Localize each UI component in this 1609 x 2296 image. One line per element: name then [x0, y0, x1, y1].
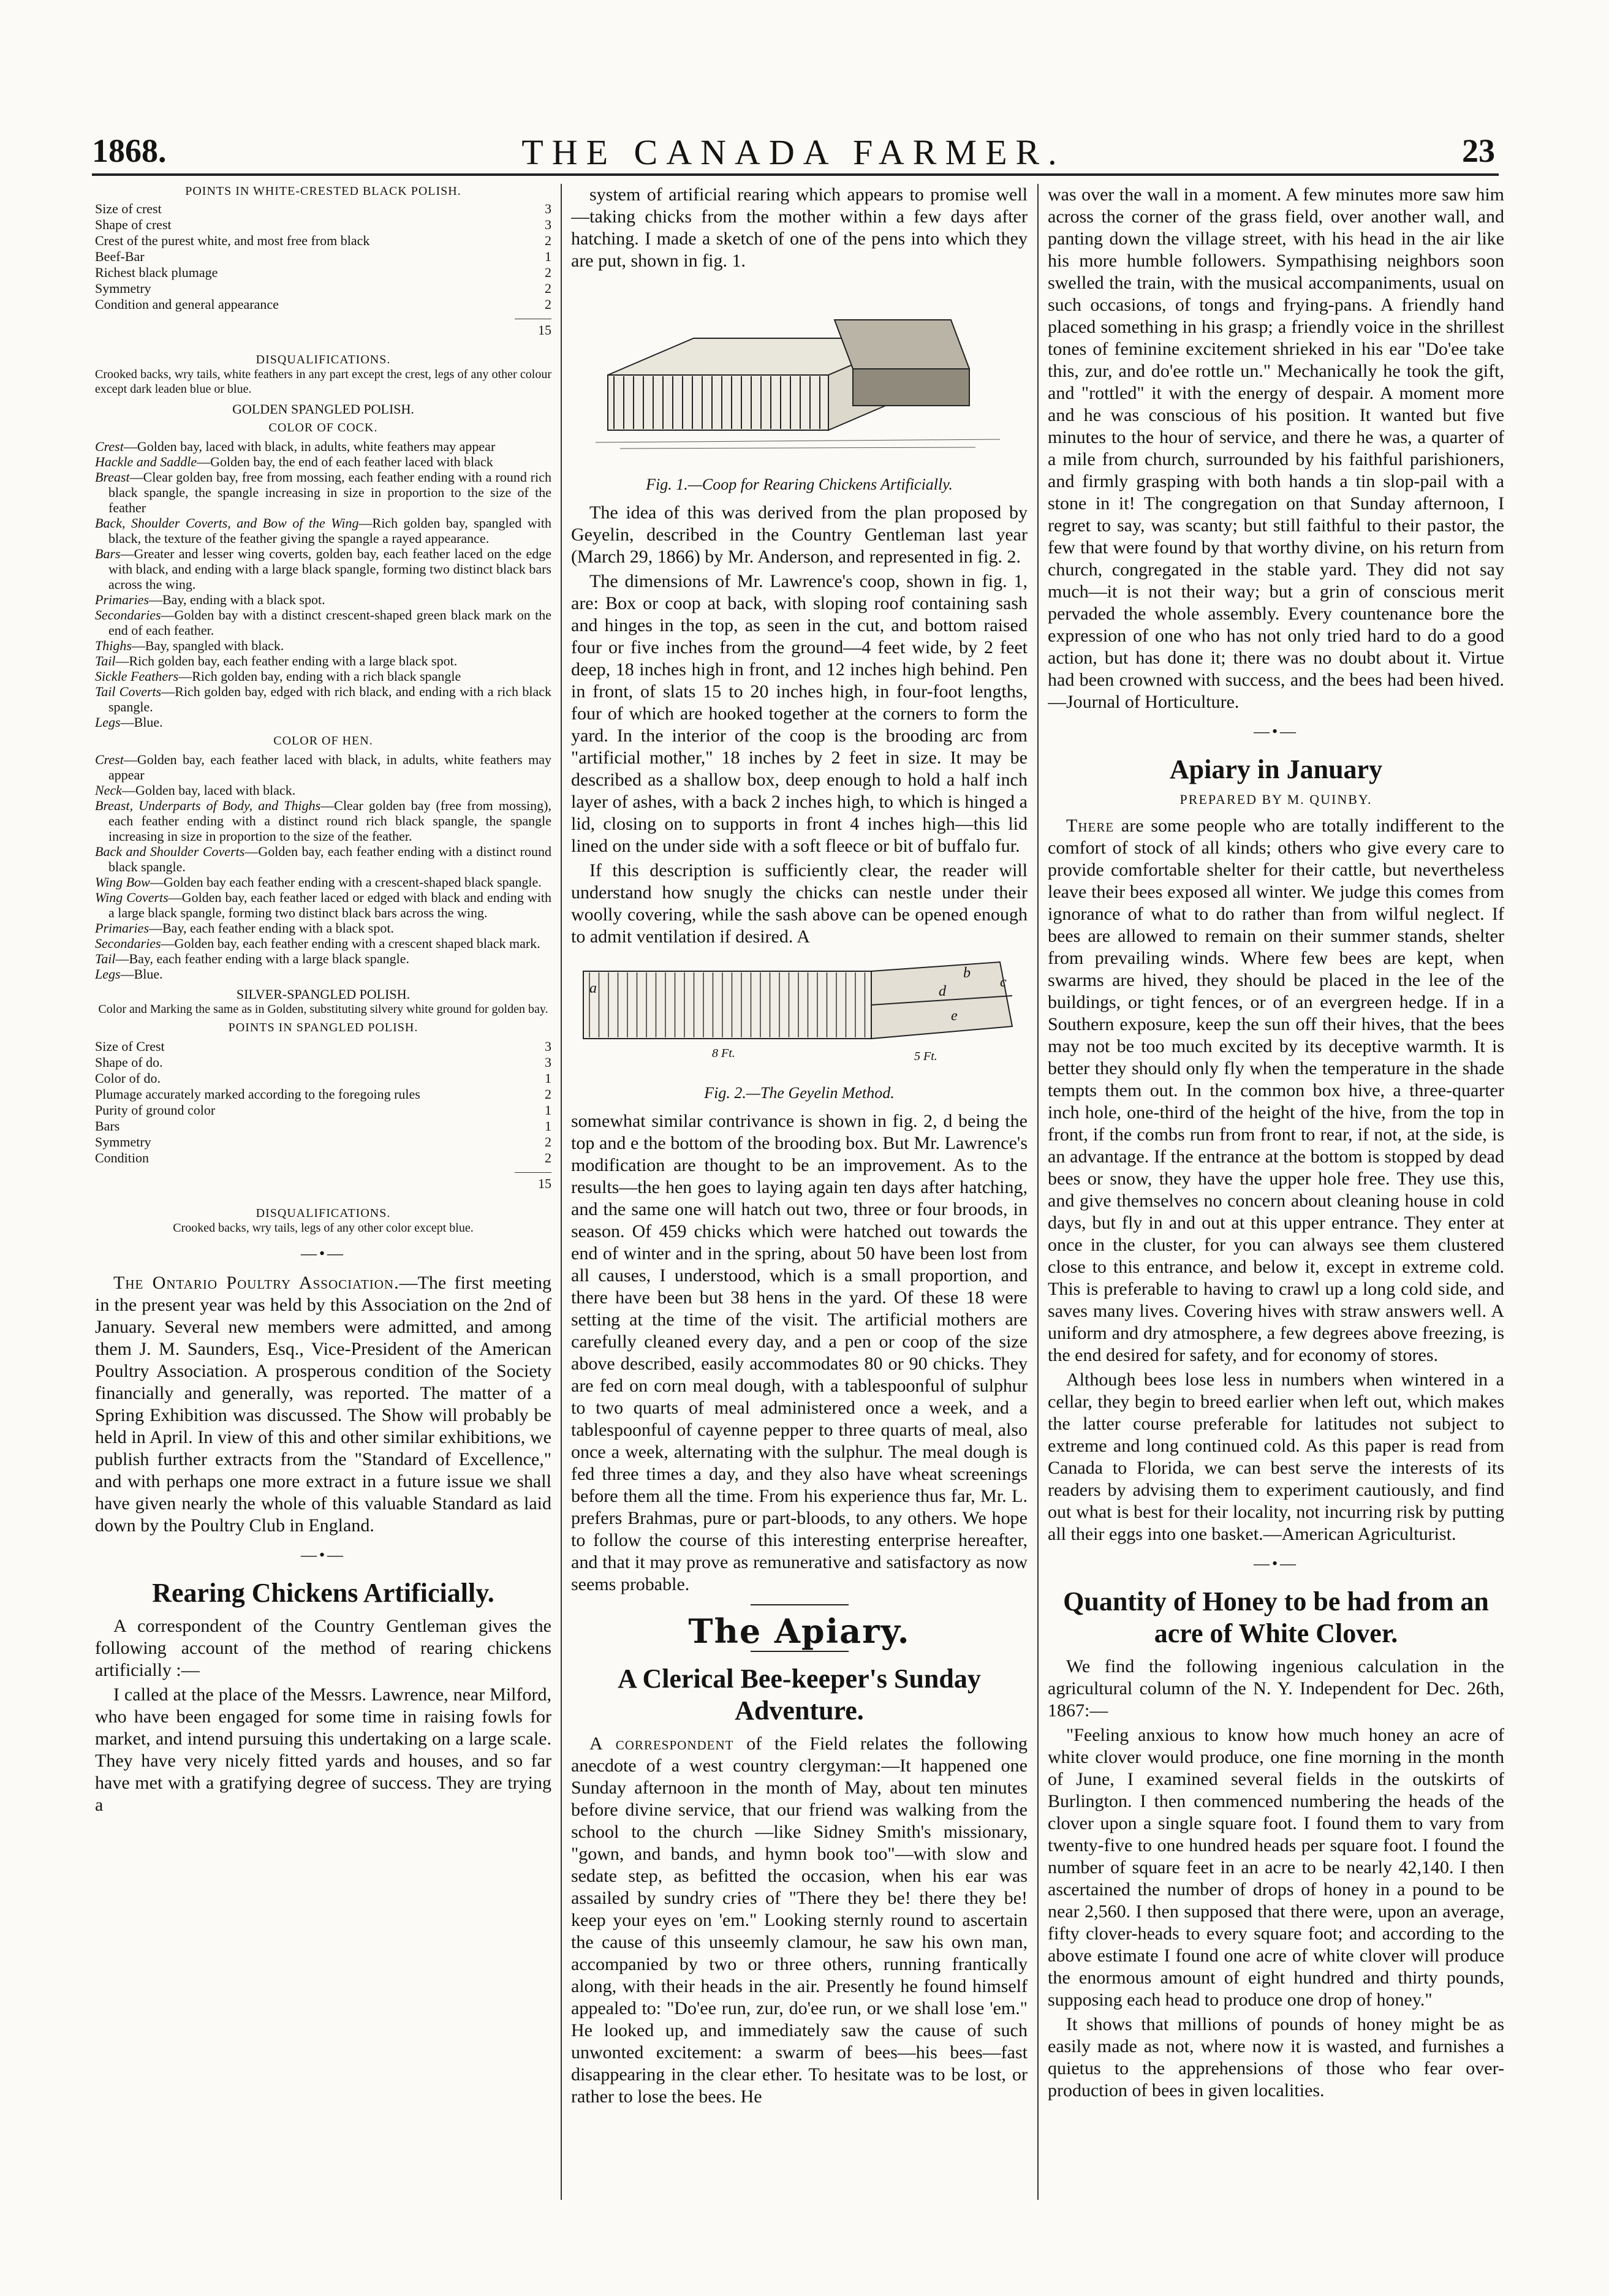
geyelin-paragraph: somewhat similar contrivance is shown in fig. 2, d being the top and e the bottom of the brooding box. But Mr. Lawrence's modification are thought to be an improvement. As to the results—the hen goes to laying again ten days after hatching, and the same one will hatch out two, three or four broods, in season. Of 459 chicks which were hatched out towards the end of winter and in the spring, about 50 have been lost from all causes, I understood, which is a small proportion, and there have been but 38 hens in the yard. Of these 18 were setting at the time of the visit. The artificial mothers are carefully cleaned every day, and a pen or coop of the size above described, easily accommodates 80 or 90 chicks. They are fed on corn meal dough, with a tablespoonful of sulphur to two quarts of meal administered once a week, and a tablespoonful of cayenne pepper to three quarts of meal, also once a week, alternating with the sulphur. The meal dough is fed three times a day, and they also have wheat screenings before them all the time. From his experience thus far, Mr. L. prefers Brahmas, pure or part-bloods, to any others. We hope to follow the course of this interesting enterprise hereafter, and that it may prove as remunerative and satisfactory as now seems probable. — [571, 1111, 1028, 1594]
fig2-label-c: c — [1000, 974, 1007, 990]
points-row — [95, 297, 551, 313]
fig2-label-5ft: 5 Ft. — [914, 1050, 937, 1063]
points-row — [95, 1134, 551, 1150]
color-entry-desc: —Golden bay with a distinct crescent-shaped green black mark on the end of each feather. — [108, 607, 551, 638]
apiary-heading: The Apiary. — [688, 1612, 911, 1651]
color-entry-desc: —Rich golden bay, ending with a rich black spangle — [178, 669, 461, 684]
points-row — [95, 265, 551, 281]
color-entry-desc: —Blue. — [120, 966, 163, 982]
color-entry — [95, 592, 551, 607]
color-entry-desc: —Clear golden bay (free from mossing), each feather ending with a distinct round rich black spangle, the spangle increasing in size in proportion to the size of the feather. — [108, 798, 551, 844]
points-row — [95, 1039, 551, 1055]
points-value: 2 — [545, 1086, 551, 1102]
golden-title: GOLDEN SPANGLED POLISH. — [232, 401, 414, 417]
color-entry-term: Thighs — [95, 638, 132, 653]
color-entry-desc: —Golden bay, laced with black, in adults, white feathers may appear — [123, 439, 496, 454]
color-entry — [95, 951, 551, 966]
color-entry-term: Wing Bow — [95, 874, 150, 890]
color-entry-desc: —Bay, spangled with black. — [131, 638, 284, 653]
color-entry — [95, 515, 551, 546]
january-text: are some people who are totally indifferent to the comfort of stock of all kinds; others who give every care to provide comfortable shelter for their cattle, but nevertheless leave their bees exposed all winter. We judge this comes from ignorance of what to do rather than from wilful neglect. If bees are allowed to remain on their summer stands, shelter from prevailing winds. Where few bees are kept, when swarms are hived, they should be placed in the lee of the buildings, or tight fences, or of an evergreen hedge. If in a Southern exposure, keep the sun off their hives, that the bees may not be too much excited by its deceptive warmth. It is better they should only fly when the temperature in the shade tempts them out. In the common box hive, a three-quarter inch hole, one-third of the height of the hive, from the top in front, if the combs run from front to rear, if not, at the side, is an advantage. If the entrance at the bottom is stopped by dead bees or snow, they have the upper hole free. They use this, and give themselves no concern about cleaning house in cold days, but fly in and out at this upper entrance. They enter at once in the cluster, for you can always see them clustered close to this entrance, and below it, except in extreme cold. This is preferable to having to crawl up a long cold side, and saves many lives. Covering hives with straw answers well. A uniform and dry atmosphere, a few degrees above freezing, is the end desired for safety, and for economy of stores. — [1048, 816, 1504, 1365]
points-value: 1 — [545, 249, 551, 264]
points-row — [95, 233, 551, 249]
honey-paragraph-1: We find the following ingenious calculation in the agricultural column of the N. Y. Independent for Dec. 26th, 1867:— — [1048, 1656, 1504, 1721]
points-total: 15 — [515, 319, 551, 341]
color-entry-desc: —Golden bay, each feather ending with a crescent shaped black mark. — [161, 936, 540, 951]
points-value: 3 — [545, 1039, 551, 1054]
page-header — [92, 126, 1495, 172]
points-value: 2 — [545, 233, 551, 248]
points-title: POINTS IN WHITE-CRESTED BLACK POLISH. — [185, 184, 461, 198]
points-value: 2 — [545, 1150, 551, 1165]
header-title: THE CANADA FARMER. — [521, 132, 1066, 172]
rearing-paragraph-1: A correspondent of the Country Gentleman gives the following account of the method of rearing chickens artificially :— — [95, 1616, 551, 1680]
color-entry-desc: —Blue. — [120, 714, 163, 730]
points-value: 1 — [545, 1102, 551, 1118]
color-entry-term: Primaries — [95, 920, 149, 936]
silver-points-table — [95, 1039, 551, 1166]
color-entry-term: Crest — [95, 752, 124, 767]
color-entry — [95, 714, 551, 730]
points-label: Shape of crest — [95, 217, 172, 232]
color-entry-desc: —Bay, ending with a black spot. — [149, 592, 325, 607]
ontario-text: —The first meeting in the present year was held by this Association on the 2nd of January. Several new members were admitted, and among them J. M. Saunders, Esq., Vice-President of the American Poultry Association. A prosperous condition of the Society financially and generally, was reported. The matter of a Spring Exhibition was discussed. The Show will probably be held in April. In view of this and other similar exhibitions, we publish further extracts from the "Standard of Excellence," and with perhaps one more extract in a future issue we shall have given nearly the whole of this valuable Standard as laid down by the Poultry Club in England. — [95, 1273, 551, 1536]
color-entry-term: Back, Shoulder Coverts, and Bow of the Wing — [95, 515, 359, 531]
color-entry-term: Secondaries — [95, 936, 161, 951]
points-value: 2 — [545, 281, 551, 296]
coop-paragraph-2: The dimensions of Mr. Lawrence's coop, shown in fig. 1, are: Box or coop at back, with sloping roof containing sash and hinges in the top, as seen in the cut, and bottom raised four or five inches from the ground—4 feet wide, by 2 feet deep, 18 inches high in front, and 12 inches high behind. Pen in front, of slats 15 to 20 inches high, in four-foot lengths, four of which are hooked together at the corners to form the yard. In the interior of the coop is the brooding arc from "artificial mother," 18 inches by 2 feet in size. It may be described as a shallow box, deep enough to hold a half inch layer of ashes, with a back 2 inches high, to which is hinged a lid, closing on to supports in front 4 inches high—this lid lined on the under side with a soft fleece or bit of buffalo fur. — [571, 571, 1028, 856]
january-paragraph-2: Although bees lose less in numbers when wintered in a cellar, they begin to breed earlier when left out, which makes the latter course preferable for latitudes not subject to extreme and long continued cold. As this paper is read from Canada to Florida, we can best serve the interests of its readers by advising them to experiment cautiously, and find out what is best for their locality, not incurring risk by putting all their eggs into one basket.—American Agriculturist. — [1048, 1370, 1504, 1544]
color-entry-desc: —Rich golden bay, spangled with black, the texture of the feather giving the spangle a rayed appearance. — [108, 515, 551, 546]
fig2-label-d: d — [939, 983, 946, 999]
color-entry-term: Crest — [95, 439, 124, 454]
color-entry-term: Wing Coverts — [95, 890, 168, 905]
color-entry-term: Tail — [95, 653, 116, 669]
points-label: Symmetry — [95, 281, 151, 296]
points-row — [95, 281, 551, 297]
section-rule — [751, 1604, 849, 1605]
honey-paragraph-3: It shows that millions of pounds of honey might be as easily made as not, where now it is wasted, and furnishes a quietus to the apprehensions of those who fear over-production of bees in given localities. — [1048, 2014, 1504, 2101]
points-label: Purity of ground color — [95, 1102, 216, 1118]
fig2-label-a: a — [589, 980, 597, 996]
ontario-paragraph — [95, 1272, 551, 1537]
color-entry-term: Hackle and Saddle — [95, 454, 197, 469]
clerical-continued: was over the wall in a moment. A few minutes more saw him across the corner of the grass field, over another wall, and panting down the village street, with his head in the air like his more humble followers. Sympathising neighbors soon swelled the train, with the musical accompaniments, usual on such occasions, of tongs and frying-pans. A friendly hand placed something in his grasp; a friendly voice in the shrillest tones of feminine excitement shrieked in his ear "Do'ee take this, zur, and do'ee rottle un." Mechanically he took the gift, and "rottled" it with the energy of despair. A moment more and he was conscious of his position. It wanted but five minutes to the hour of service, and there he was, a quarter of a mile from church, surrounded by his faithful parishioners, and firmly grasping with both hands a tin slop-pail with a stone in it! The congregation on that Sunday afternoon, I regret to say, was scanty; but still faithful to their pastor, the few that were found by that worthy divine, on his return from church, congregated in the stable yard. They did not say much—it is not their way; but a grin of conscious merit pervaded the whole assembly. Every countenance bore the expression of one who has not only tried hard to do a good action, but has done it; there was no doubt about it. Virtue had been crowned with success, and the bees had been hived.—Journal of Horticulture. — [1048, 184, 1504, 712]
section-divider: —•— — [1253, 722, 1299, 740]
header-rule — [92, 173, 1499, 176]
points-row — [95, 1102, 551, 1118]
column-divider — [561, 184, 562, 2200]
january-lead: There — [1066, 816, 1115, 836]
january-title: Apiary in January — [1169, 754, 1383, 784]
points-row — [95, 1150, 551, 1166]
disqualifications-text-2: Crooked backs, wry tails, legs of any other color except blue. — [173, 1221, 474, 1235]
disqualifications-title-2: DISQUALIFICATIONS. — [256, 1207, 391, 1220]
hen-title: COLOR OF HEN. — [273, 734, 373, 748]
points-row — [95, 1118, 551, 1134]
cock-entries — [95, 439, 551, 730]
rearing-paragraph-2: I called at the place of the Messrs. Lawrence, near Milford, who have been engaged for some time in raising fowls for market, and intend pursuing this undertaking on a large scale. They have very nicely fitted yards and houses, and so far have met with a gratifying degree of success. They are trying a — [95, 1684, 551, 1815]
clerical-lead: A correspondent — [589, 1733, 734, 1754]
points-value: 2 — [545, 1134, 551, 1150]
points-row — [95, 1070, 551, 1086]
points-label: Richest black plumage — [95, 265, 218, 280]
fig2-label-e: e — [951, 1008, 958, 1024]
header-page-number: 23 — [1462, 132, 1495, 169]
points-label: Beef-Bar — [95, 249, 145, 264]
rearing-paragraph-3: system of artificial rearing which appears to promise well—taking chicks from the mother within a few days after hatching. I made a sketch of one of the pens into which they are put, shown in fig. 1. — [571, 184, 1028, 271]
points-label: Size of crest — [95, 201, 162, 216]
clerical-text: of the Field relates the following anecdote of a west country clergyman:—It happened one Sunday afternoon in the month of May, about ten minutes before divine service, that our friend was walking from the school to the church —like Sidney Smith's missionary, "gown, and bands, and hymn book too"—with slow and sedate step, as befitted the occasion, when his ear was assailed by sundry cries of "There they be! there they be! keep your eyes on 'em." Looking sternly round to ascertain the cause of this unseemly clamour, he saw his own man, accompanied by two or three others, running frantically along, with their heads in the air. Presently he found himself appealed to: "Do'ee run, zur, do'ee run, or we shall lose 'em." He looked up, and immediately saw the cause of such unwonted excitement: a swarm of bees—his bees—fast disappearing in the clear ether. To hesitate was to be lost, or rather to lose the bees. He — [571, 1733, 1028, 2107]
color-entry — [95, 638, 551, 653]
color-entry-term: Primaries — [95, 592, 149, 607]
color-entry-desc: —Clear golden bay, free from mossing, each feather ending with a round rich black spangle, the spangle increasing in size in proportion to the size of the feather — [108, 469, 551, 515]
column-3 — [1048, 184, 1504, 2206]
color-entry-term: Breast — [95, 469, 130, 485]
color-entry — [95, 874, 551, 890]
points-value: 2 — [545, 265, 551, 280]
color-entry — [95, 798, 551, 844]
hen-entries — [95, 752, 551, 982]
silver-points-title: POINTS IN SPANGLED POLISH. — [228, 1021, 418, 1034]
points-label: Symmetry — [95, 1134, 151, 1150]
color-entry — [95, 546, 551, 592]
section-divider: —•— — [1253, 1555, 1299, 1572]
color-entry — [95, 936, 551, 951]
color-entry — [95, 966, 551, 982]
disqualifications-title: DISQUALIFICATIONS. — [256, 353, 391, 366]
color-entry-term: Sickle Feathers — [95, 669, 179, 684]
section-rule — [751, 1651, 849, 1652]
points-label: Color of do. — [95, 1070, 161, 1086]
color-entry-term: Neck — [95, 782, 122, 798]
january-paragraph-1 — [1048, 815, 1504, 1366]
color-entry — [95, 890, 551, 920]
color-entry-desc: —Golden bay, each feather ending with a distinct round black spangle. — [108, 844, 551, 874]
color-entry — [95, 782, 551, 798]
color-entry-term: Secondaries — [95, 607, 161, 623]
points-label: Condition and general appearance — [95, 297, 279, 312]
cock-title: COLOR OF COCK. — [268, 421, 378, 434]
points-row — [95, 217, 551, 233]
clerical-title: A Clerical Bee-keeper's Sunday Adventure. — [618, 1664, 981, 1726]
points-value: 3 — [545, 1055, 551, 1070]
silver-title: SILVER-SPANGLED POLISH. — [236, 987, 411, 1002]
color-entry — [95, 920, 551, 936]
color-entry-desc: —Rich golden bay, each feather ending with a large black spot. — [115, 653, 458, 669]
points-value: 1 — [545, 1118, 551, 1134]
geyelin-illustration — [571, 959, 1028, 1069]
points-label: Bars — [95, 1118, 120, 1134]
points-label: Plumage accurately marked according to the foregoing rules — [95, 1086, 420, 1102]
fig2-label-8ft: 8 Ft. — [712, 1047, 735, 1060]
points-row — [95, 249, 551, 265]
points-label: Size of Crest — [95, 1039, 165, 1054]
column-2 — [571, 184, 1028, 2206]
section-divider: —•— — [300, 1546, 346, 1564]
points-value: 1 — [545, 1070, 551, 1086]
color-entry-desc: —Bay, each feather ending with a black spot. — [149, 920, 394, 936]
color-entry-term: Breast, Underparts of Body, and Thighs — [95, 798, 321, 813]
january-byline: PREPARED BY M. QUINBY. — [1179, 792, 1372, 807]
color-entry-term: Tail — [95, 951, 116, 966]
points-value: 3 — [545, 217, 551, 232]
honey-paragraph-2: "Feeling anxious to know how much honey an acre of white clover would produce, one fine morning in the month of June, I examined several fields in the outskirts of Burlington. I then commenced numbering the heads of the clover upon a single square foot. I found them to vary from twenty-five to one hundred heads per square foot. I found the number of square feet in an acre to be nearly 42,140. I then ascertained the number of drops of honey in a pound to be near 2,560. I then supposed that there were, upon an average, fifty clover-heads to every square foot; and according to the above estimate I found one acre of white clover will produce the enormous amount of eight hundred and thirty pounds, supposing each head to produce one drop of honey." — [1048, 1725, 1504, 2010]
color-entry-desc: —Bay, each feather ending with a large black spangle. — [115, 951, 409, 966]
color-entry-desc: —Golden bay, each feather laced or edged with black and ending with a large black spangle, forming two distinct black bars across the wing. — [108, 890, 551, 920]
color-entry-desc: —Rich golden bay, edged with rich black, and ending with a rich black spangle. — [108, 684, 551, 714]
column-1 — [95, 184, 551, 2206]
color-entry — [95, 752, 551, 782]
color-entry-term: Legs — [95, 966, 121, 982]
points-table — [95, 201, 551, 313]
points-row — [95, 201, 551, 217]
section-divider: —•— — [300, 1245, 346, 1262]
silver-points-total: 15 — [515, 1172, 551, 1195]
header-year: 1868. — [92, 132, 167, 169]
honey-title: Quantity of Honey to be had from an acre of White Clover. — [1063, 1586, 1489, 1648]
points-value: 2 — [545, 297, 551, 312]
fig2-caption: Fig. 2.—The Geyelin Method. — [704, 1084, 895, 1102]
color-entry — [95, 607, 551, 638]
color-entry — [95, 454, 551, 469]
color-entry — [95, 469, 551, 515]
coop-illustration — [571, 283, 1028, 461]
points-row — [95, 1086, 551, 1102]
clerical-paragraph — [571, 1733, 1028, 2108]
color-entry-desc: —Golden bay, laced with black. — [121, 782, 296, 798]
silver-text: Color and Marking the same as in Golden, substituting silvery white ground for golden bay. — [98, 1002, 548, 1016]
color-entry — [95, 844, 551, 874]
column-divider — [1037, 184, 1039, 2200]
color-entry-term: Legs — [95, 714, 121, 730]
color-entry — [95, 439, 551, 454]
color-entry-term: Bars — [95, 546, 121, 561]
color-entry-term: Tail Coverts — [95, 684, 162, 699]
color-entry — [95, 653, 551, 669]
color-entry-desc: —Golden bay, the end of each feather laced with black — [197, 454, 493, 469]
coop-paragraph-3: If this description is sufficiently clear, the reader will understand how snugly the chicks can nestle under their woolly covering, while the sash above can be opened enough to admit ventilation if desired. A — [571, 860, 1028, 947]
color-entry-desc: —Golden bay each feather ending with a crescent-shaped black spangle. — [150, 874, 542, 890]
points-label: Shape of do. — [95, 1055, 163, 1070]
fig2-label-b: b — [963, 965, 971, 981]
disqualifications-text: Crooked backs, wry tails, white feathers in any part except the crest, legs of any other colour except dark leaden blue or blue. — [95, 368, 551, 396]
color-entry — [95, 684, 551, 714]
color-entry — [95, 669, 551, 684]
points-value: 3 — [545, 201, 551, 216]
ontario-lead: The Ontario Poultry Association. — [113, 1273, 399, 1293]
rearing-title: Rearing Chickens Artificially. — [152, 1578, 494, 1608]
points-label: Condition — [95, 1150, 150, 1165]
fig1-caption: Fig. 1.—Coop for Rearing Chickens Artificially. — [646, 475, 953, 493]
points-label: Crest of the purest white, and most free from black — [95, 233, 370, 248]
coop-paragraph-1: The idea of this was derived from the plan proposed by Geyelin, described in the Country Gentleman last year (March 29, 1866) by Mr. Anderson, and represented in fig. 2. — [571, 502, 1028, 567]
color-entry-desc: —Greater and lesser wing coverts, golden bay, each feather laced on the edge with black, and ending with a large black spangle, forming two distinct black bars across the wing. — [108, 546, 551, 592]
color-entry-desc: —Golden bay, each feather laced with black, in adults, white feathers may appear — [108, 752, 551, 782]
color-entry-term: Back and Shoulder Coverts — [95, 844, 245, 859]
points-row — [95, 1055, 551, 1070]
